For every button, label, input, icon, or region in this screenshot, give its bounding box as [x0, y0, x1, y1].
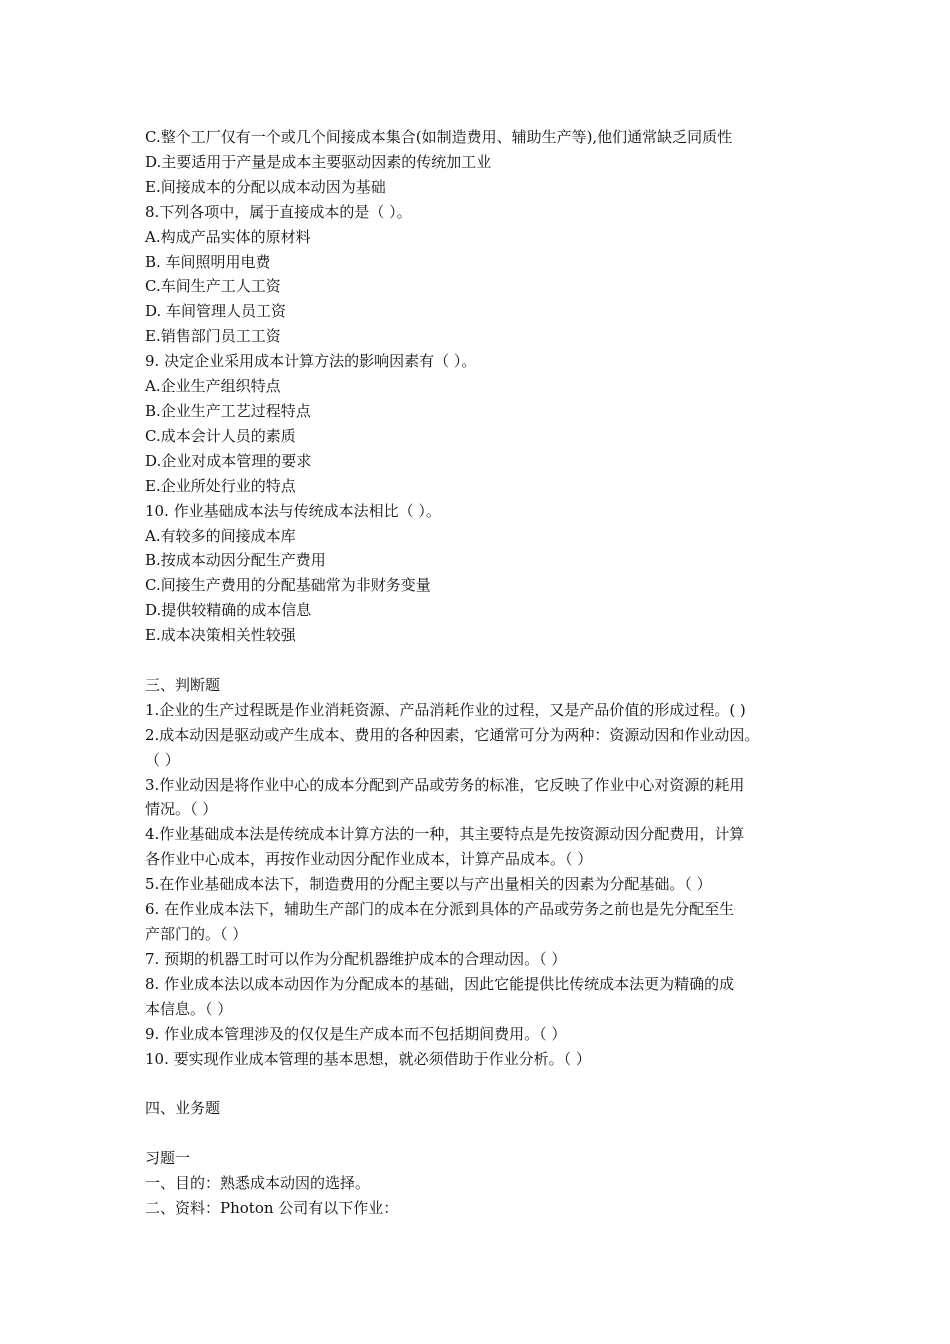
q7-option-d: D.主要适用于产量是成本主要驱动因素的传统加工业: [145, 152, 492, 171]
q8-option-d: D. 车间管理人员工资: [145, 302, 287, 321]
section-3-heading: 三、判断题: [145, 675, 221, 694]
judgment-4-line-1: 4.作业基础成本法是传统成本计算方法的一种，其主要特点是先按资源动因分配费用，计算: [145, 825, 745, 844]
judgment-7: 7. 预期的机器工时可以作为分配机器维护成本的合理动因。（ ）: [145, 949, 567, 968]
judgment-6-line-1: 6. 在作业成本法下，辅助生产部门的成本在分派到具体的产品或劳务之前也是先分配至生: [145, 900, 735, 919]
q9-question: 9. 决定企业采用成本计算方法的影响因素有（ ）。: [145, 352, 477, 371]
judgment-8-line-2: 本信息。（ ）: [145, 999, 233, 1018]
judgment-1: 1.企业的生产过程既是作业消耗资源、产品消耗作业的过程，又是产品价值的形成过程。( ): [145, 700, 746, 719]
judgment-2-line-2: （ ）: [145, 750, 180, 769]
q10-option-a: A.有较多的间接成本库: [145, 526, 296, 545]
q8-question: 8.下列各项中，属于直接成本的是（ ）。: [145, 202, 412, 221]
q10-option-d: D.提供较精确的成本信息: [145, 601, 312, 620]
judgment-9: 9. 作业成本管理涉及的仅仅是生产成本而不包括期间费用。（ ）: [145, 1024, 567, 1043]
q10-question: 10. 作业基础成本法与传统成本法相比（ ）。: [145, 501, 441, 520]
exercise-title: 习题一: [145, 1149, 191, 1168]
judgment-2-line-1: 2.成本动因是驱动或产生成本、费用的各种因素，它通常可分为两种：资源动因和作业动因。: [145, 725, 760, 744]
judgment-6-line-2: 产部门的。（ ）: [145, 924, 248, 943]
spacer: [145, 1071, 810, 1096]
q10-option-e: E.成本决策相关性较强: [145, 626, 296, 645]
judgment-3-line-1: 3.作业动因是将作业中心的成本分配到产品或劳务的标准，它反映了作业中心对资源的耗用: [145, 775, 745, 794]
judgment-10: 10. 要实现作业成本管理的基本思想，就必须借助于作业分析。（ ）: [145, 1049, 591, 1068]
q7-option-e: E.间接成本的分配以成本动因为基础: [145, 177, 386, 196]
q10-option-b: B.按成本动因分配生产费用: [145, 551, 326, 570]
spacer: [145, 648, 810, 673]
exercise-material: 二、资料：Photon 公司有以下作业：: [145, 1198, 399, 1217]
q8-option-a: A.构成产品实体的原材料: [145, 227, 311, 246]
document-page: [145, 125, 810, 1221]
exercise-purpose: 一、目的：熟悉成本动因的选择。: [145, 1174, 371, 1193]
judgment-4-line-2: 各作业中心成本，再按作业动因分配作业成本，计算产品成本。（ ）: [145, 850, 593, 869]
judgment-3-line-2: 情况。（ ）: [145, 800, 218, 819]
q8-option-b: B. 车间照明用电费: [145, 252, 271, 271]
q9-option-e: E.企业所处行业的特点: [145, 476, 296, 495]
q8-option-e: E.销售部门员工工资: [145, 327, 281, 346]
section-4-heading: 四、业务题: [145, 1099, 221, 1118]
judgment-5: 5.在作业基础成本法下，制造费用的分配主要以与产出量相关的因素为分配基础。（ ）: [145, 875, 712, 894]
spacer: [145, 1121, 810, 1146]
q9-option-d: D.企业对成本管理的要求: [145, 451, 312, 470]
q9-option-b: B.企业生产工艺过程特点: [145, 401, 311, 420]
judgment-8-line-1: 8. 作业成本法以成本动因作为分配成本的基础，因此它能提供比传统成本法更为精确的成: [145, 974, 735, 993]
q9-option-c: C.成本会计人员的素质: [145, 426, 296, 445]
q10-option-c: C.间接生产费用的分配基础常为非财务变量: [145, 576, 431, 595]
q7-option-c: C.整个工厂仅有一个或几个间接成本集合(如制造费用、辅助生产等),他们通常缺乏同质性: [145, 128, 733, 146]
q9-option-a: A.企业生产组织特点: [145, 377, 281, 396]
q8-option-c: C.车间生产工人工资: [145, 277, 281, 296]
